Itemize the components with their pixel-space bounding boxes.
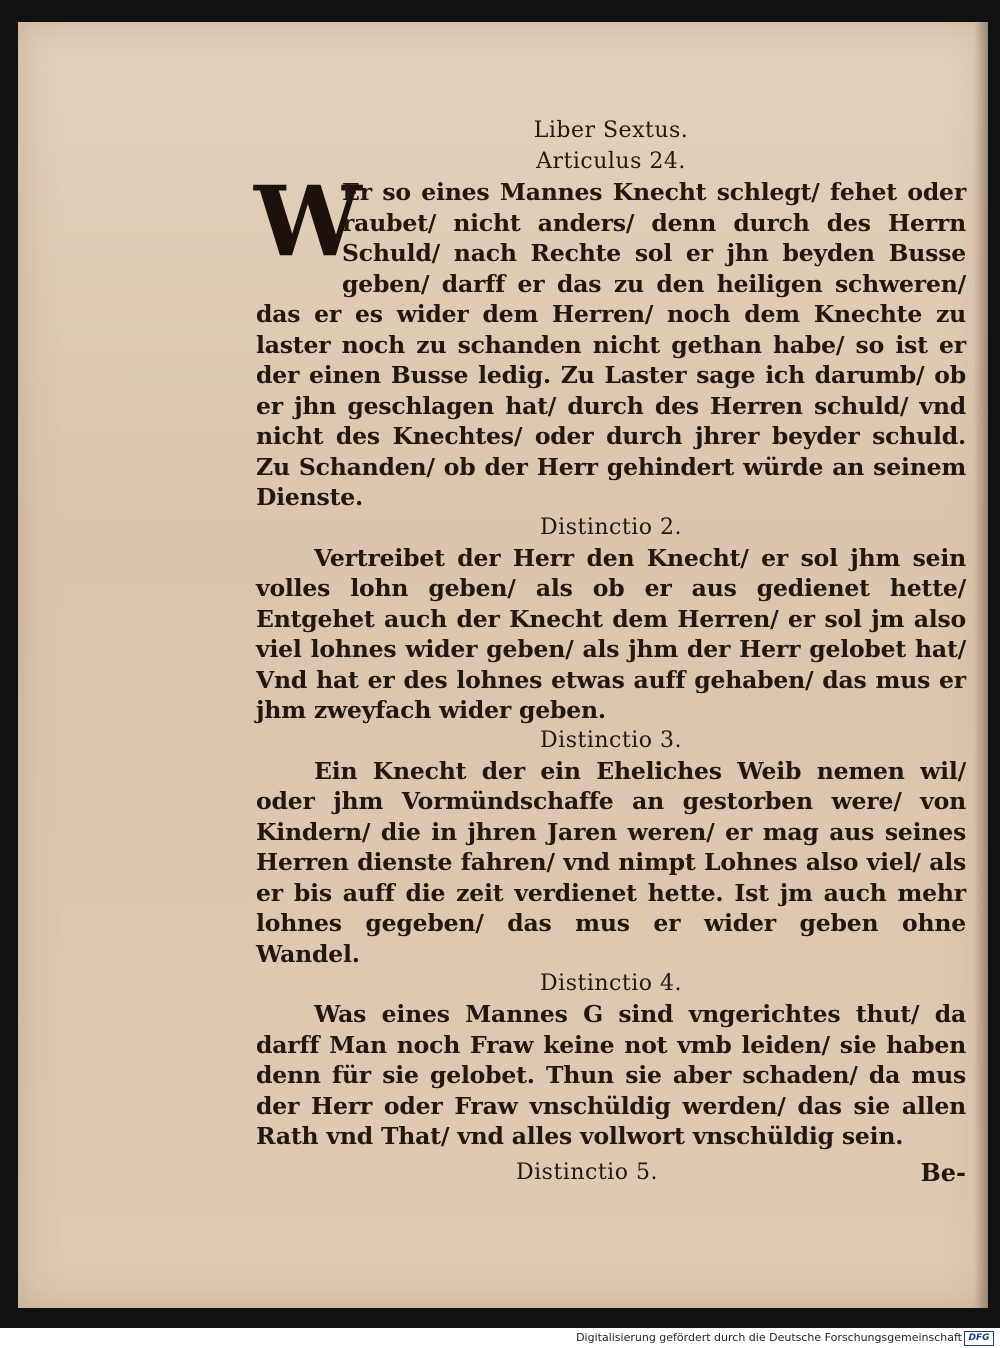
paragraph-4: Was eines Mannes G sind vngerichtes thut/ da darff Man noch Fraw keine not vmb leiden/ sie haben denn für sie gelobet. Thun sie aber schaden/ da mus der Herr oder Fraw vnschüldig werden/ das sie allen Rath vnd That/ vnd alles vollwort vnschüldig sein.: [256, 1000, 966, 1150]
funding-credit: Digitalisierung gefördert durch die Deutsche Forschungsgemeinschaft: [576, 1331, 962, 1344]
book-page: [18, 22, 988, 1308]
distinctio-3-heading: Distinctio 3.: [540, 727, 682, 753]
paragraph-2: Vertreibet der Herr den Knecht/ er sol jhm sein volles lohn geben/ als ob er aus gedienet hette/ Entgehet auch der Knecht dem Herren/ er sol jm also viel lohnes wider geben/ als jhm der Herr gelobet hat/ Vnd hat er des lohnes etwas auff gehaben/ das mus er jhm zweyfach wider geben.: [256, 543, 966, 724]
decorated-initial: W: [254, 165, 362, 278]
distinctio-4-heading: Distinctio 4.: [540, 971, 682, 996]
paragraph-1: Er so eines Mannes Knecht schlegt/ fehet oder raubet/ nicht anders/ denn durch des Herrn Schuld/ nach Rechte sol er jhn beyden Busse geben/ darff er das zu den heiligen schweren/ das er es wider dem Herren/ noch dem Knechte zu laster noch zu schanden nicht gethan habe/ so ist er der einen Busse ledig. Zu Laster sage ich darumb/ ob er jhn geschlagen hat/ durch des Herren schuld/ vnd nicht des Knechtes/ oder durch jhrer beyder schuld. Zu Schanden/ ob der Herr gehindert würde an seinem Dienste.: [256, 178, 966, 511]
text-block: [256, 118, 966, 1198]
paragraph-1-container: [254, 165, 966, 513]
credit-bar: [0, 1328, 1000, 1348]
page-footer-line: [256, 1158, 966, 1198]
distinctio-2-heading: Distinctio 2.: [540, 514, 682, 540]
dfg-logo-icon: DFG: [964, 1331, 994, 1346]
page-edge-shadow: [974, 22, 988, 1308]
paragraph-3: Ein Knecht der ein Eheliches Weib nemen wil/ oder jhm Vormündschaffe an gestorben were/ von Kindern/ die in jhren Jaren weren/ er mag aus seines Herren dienste fahren/ vnd nimpt Lohnes also viel/ als er bis auff die zeit verdienet hette. Ist jm auch mehr lohnes gegeben/ das mus er wider geben ohne Wandel.: [256, 756, 966, 968]
distinctio-5-heading: Distinctio 5.: [516, 1159, 658, 1185]
article-heading: Articulus 24.: [536, 149, 686, 174]
catchword: Be-: [920, 1157, 966, 1187]
running-head: Liber Sextus.: [533, 118, 689, 143]
